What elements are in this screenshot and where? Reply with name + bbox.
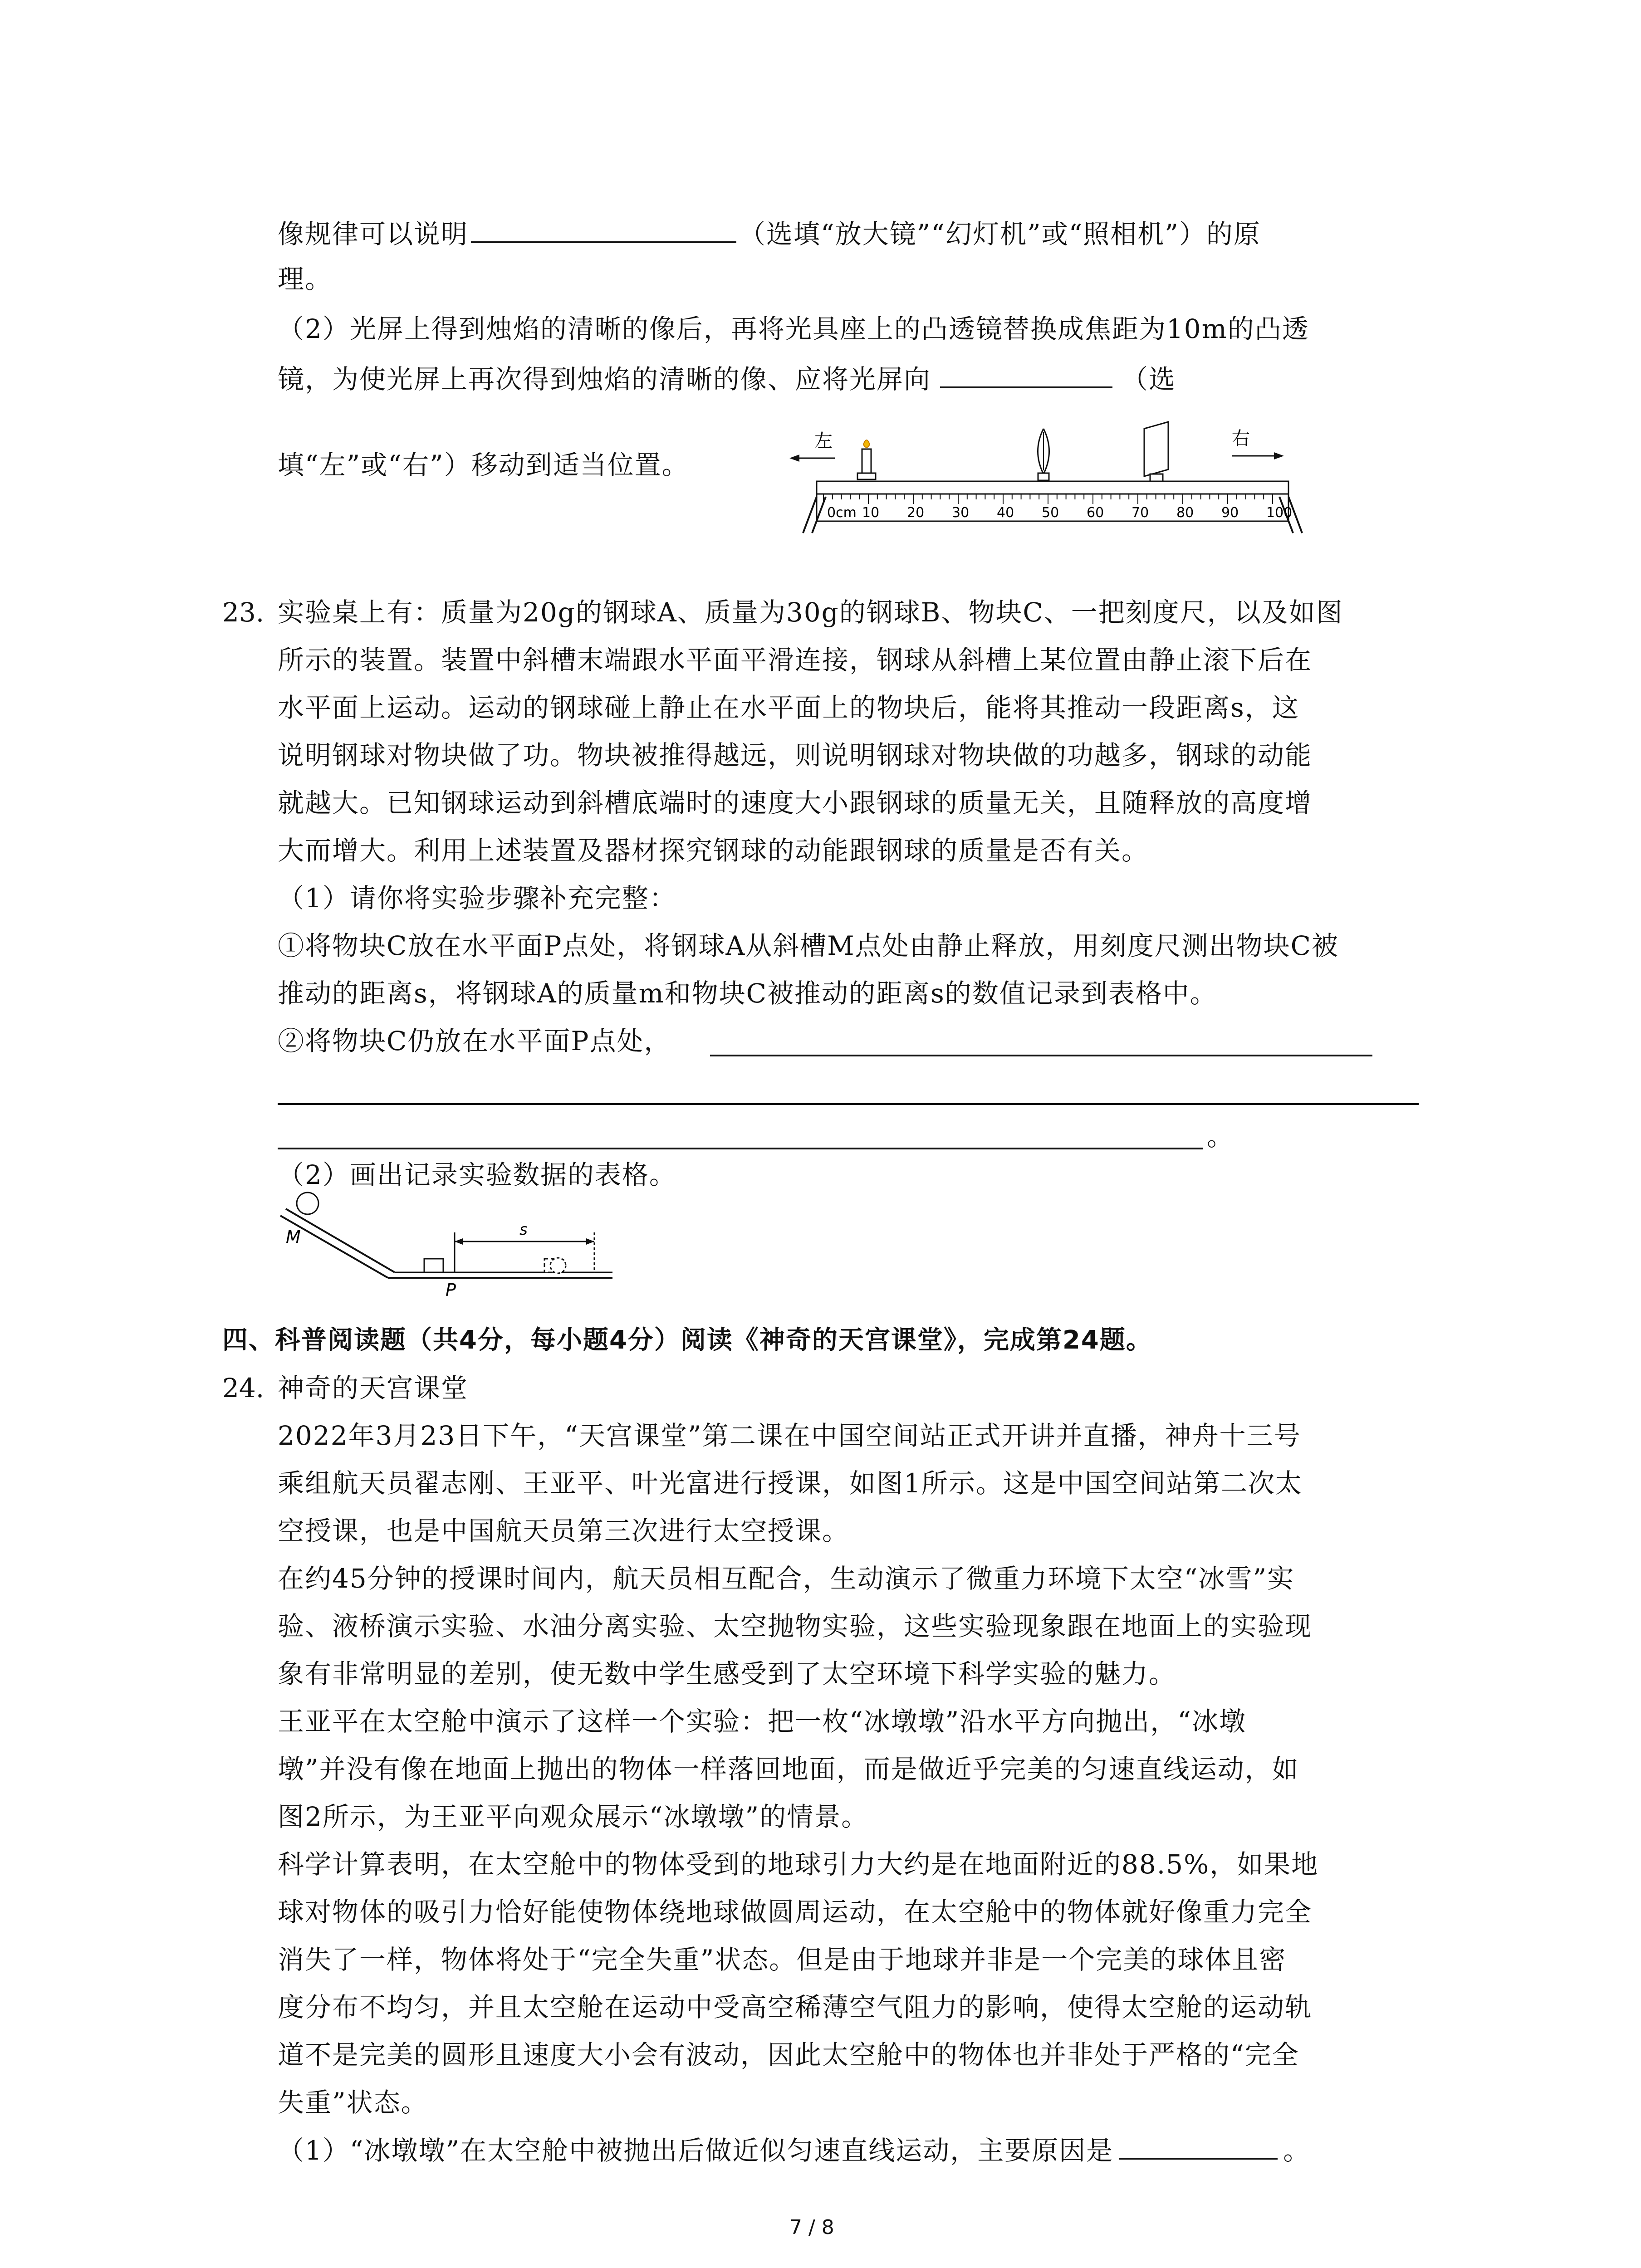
light-screen-icon bbox=[1144, 422, 1168, 481]
label-s: s bbox=[519, 1221, 528, 1239]
q22-line4 bbox=[278, 363, 1176, 395]
bench-tick-label: 100 bbox=[1266, 505, 1293, 521]
bench-tick-label: 70 bbox=[1132, 505, 1149, 521]
q24-p4-l3: 消失了一样，物体将处于“完全失重”状态。但是由于地球并非是一个完美的球体且密 bbox=[278, 1944, 1287, 1975]
q22-line1-b: （选填“放大镜”“幻灯机”或“照相机”）的原 bbox=[739, 219, 1261, 249]
q24-number: 24. bbox=[222, 1373, 265, 1403]
q24-p3-l2: 墩”并没有像在地面上抛出的物体一样落回地面，而是做近乎完美的匀速直线运动，如 bbox=[278, 1754, 1299, 1784]
label-p: P bbox=[446, 1280, 456, 1300]
label-m: M bbox=[286, 1227, 301, 1247]
optical-bench-figure bbox=[789, 420, 1307, 542]
answer-blank-direction[interactable] bbox=[940, 363, 1112, 388]
q22-line5: 填“左”或“右”）移动到适当位置。 bbox=[278, 450, 689, 480]
q24-p1-l3: 空授课，也是中国航天员第三次进行太空授课。 bbox=[278, 1515, 850, 1546]
q23-para-line2: 所示的装置。装置中斜槽末端跟水平面平滑连接，钢球从斜槽上某位置由静止滚下后在 bbox=[278, 645, 1313, 675]
bench-tick-label: 10 bbox=[862, 505, 880, 521]
q22-line1-a: 像规律可以说明 bbox=[278, 219, 469, 249]
q23-para-line5: 就越大。已知钢球运动到斜槽底端时的速度大小跟钢球的质量无关，且随释放的高度增 bbox=[278, 787, 1313, 818]
q23-subq1: （1）请你将实验步骤补充完整： bbox=[278, 883, 676, 914]
ramp-diagram bbox=[277, 1191, 622, 1300]
bench-tick-label: 0cm bbox=[827, 505, 857, 521]
q23-step2-end: 。 bbox=[1207, 1121, 1234, 1152]
bench-tick-label: 30 bbox=[952, 505, 970, 521]
q23-step1-line2: 推动的距离s，将钢球A的质量m和物块C被推动的距离s的数值记录到表格中。 bbox=[278, 978, 1217, 1009]
candle-icon bbox=[857, 440, 876, 479]
q22-line1 bbox=[278, 218, 1261, 250]
section-heading: 四、科普阅读题（共4分，每小题4分）阅读《神奇的天宫课堂》，完成第24题。 bbox=[222, 1325, 1152, 1355]
q22-line4-b: （选 bbox=[1122, 364, 1176, 395]
q24-p4-l5: 道不是完美的圆形且速度大小会有波动，因此太空舱中的物体也并非处于严格的“完全 bbox=[278, 2039, 1299, 2070]
q24-p1-l1: 2022年3月23日下午，“天宫课堂”第二课在中国空间站正式开讲并直播，神舟十三号 bbox=[278, 1420, 1301, 1451]
bench-tick-label: 50 bbox=[1042, 505, 1059, 521]
bench-tick-label: 60 bbox=[1087, 505, 1104, 521]
bench-tick-label: 80 bbox=[1176, 505, 1194, 521]
q24-p4-l1: 科学计算表明，在太空舱中的物体受到的地球引力大约是在地面附近的88.5%，如果地 bbox=[278, 1849, 1319, 1880]
q24-p1-l2: 乘组航天员翟志刚、王亚平、叶光富进行授课，如图1所示。这是中国空间站第二次太 bbox=[278, 1468, 1303, 1499]
q24-title: 神奇的天宫课堂 bbox=[278, 1373, 469, 1403]
q22-line2: 理。 bbox=[278, 264, 333, 294]
q24-p2-l2: 验、液桥演示实验、水油分离实验、太空抛物实验，这些实验现象跟在地面上的实验现 bbox=[278, 1611, 1313, 1642]
answer-blank-reason[interactable] bbox=[1119, 2134, 1278, 2160]
q24-subq1 bbox=[278, 2134, 1310, 2166]
q24-p3-l1: 王亚平在太空舱中演示了这样一个实验：把一枚“冰墩墩”沿水平方向抛出，“冰墩 bbox=[278, 1706, 1246, 1737]
lens-icon bbox=[1038, 429, 1049, 480]
q22-line4-a: 镜，为使光屏上再次得到烛焰的清晰的像、应将光屏向 bbox=[278, 364, 931, 395]
bench-left-label: 左 bbox=[814, 430, 833, 451]
steel-ball-icon bbox=[297, 1193, 318, 1214]
q23-step2: ②将物块C仍放在水平面P点处， bbox=[278, 1026, 671, 1056]
page-number: 7 / 8 bbox=[789, 2216, 834, 2239]
q24-subq1-end: 。 bbox=[1283, 2135, 1311, 2166]
q24-subq1-text: （1）“冰墩墩”在太空舱中被抛出后做近似匀速直线运动，主要原因是 bbox=[278, 2135, 1114, 2166]
q23-para-line6: 大而增大。利用上述装置及器材探究钢球的动能跟钢球的质量是否有关。 bbox=[278, 835, 1149, 866]
bench-tick-label: 90 bbox=[1221, 505, 1239, 521]
q23-para-line4: 说明钢球对物块做了功。物块被推得越远，则说明钢球对物块做的功越多，钢球的动能 bbox=[278, 740, 1313, 771]
bench-right-label: 右 bbox=[1232, 428, 1250, 449]
answer-line-step2-a[interactable] bbox=[710, 1055, 1372, 1056]
bench-tick-label: 40 bbox=[997, 505, 1014, 521]
q23-subq2: （2）画出记录实验数据的表格。 bbox=[278, 1159, 676, 1190]
q24-p4-l2: 球对物体的吸引力恰好能使物体绕地球做圆周运动，在太空舱中的物体就好像重力完全 bbox=[278, 1897, 1313, 1927]
q23-para-line1: 实验桌上有：质量为20g的钢球A、质量为30g的钢球B、物块C、一把刻度尺，以及如图 bbox=[278, 597, 1343, 628]
bench-tick-label: 20 bbox=[907, 505, 925, 521]
answer-line-step2-c[interactable] bbox=[278, 1148, 1203, 1149]
q23-step1-line1: ①将物块C放在水平面P点处，将钢球A从斜槽M点处由静止释放，用刻度尺测出物块C被 bbox=[278, 930, 1339, 961]
q24-p4-l6: 失重”状态。 bbox=[278, 2087, 428, 2118]
q23-number: 23. bbox=[222, 597, 265, 628]
q22-line3: （2）光屏上得到烛焰的清晰的像后，再将光具座上的凸透镜替换成焦距为10m的凸透 bbox=[278, 313, 1309, 344]
block-c-icon bbox=[424, 1259, 443, 1272]
q24-p4-l4: 度分布不均匀，并且太空舱在运动中受高空稀薄空气阻力的影响，使得太空舱的运动轨 bbox=[278, 1992, 1313, 2023]
q24-p2-l3: 象有非常明显的差别，使无数中学生感受到了太空环境下科学实验的魅力。 bbox=[278, 1658, 1176, 1689]
answer-blank-lens-use[interactable] bbox=[471, 218, 736, 243]
q23-para-line3: 水平面上运动。运动的钢球碰上静止在水平面上的物块后，能将其推动一段距离s，这 bbox=[278, 692, 1299, 723]
q24-p2-l1: 在约45分钟的授课时间内，航天员相互配合，生动演示了微重力环境下太空“冰雪”实 bbox=[278, 1563, 1295, 1594]
answer-line-step2-b[interactable] bbox=[278, 1103, 1419, 1105]
q24-p3-l3: 图2所示，为王亚平向观众展示“冰墩墩”的情景。 bbox=[278, 1801, 869, 1832]
